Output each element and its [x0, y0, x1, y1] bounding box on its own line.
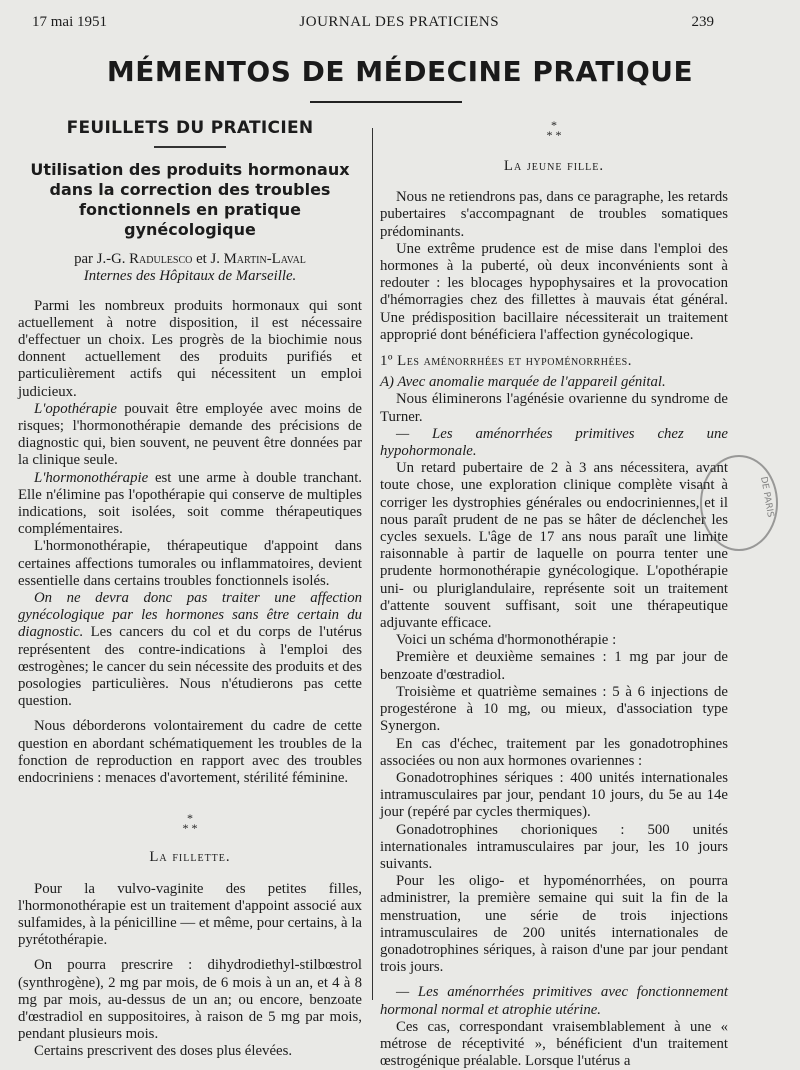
paragraph	[18, 401, 362, 470]
paragraph: L'hormonothérapie, thérapeutique d'appoint dans certaines affections tumorales ou inflammatoires, devient essentielle dans certains troubles fonctionnels isolés.	[18, 538, 362, 589]
paragraph: En cas d'échec, traitement par les gonadotrophines associées ou non aux hormones ovariennes :	[380, 735, 728, 769]
emphasis: On ne devra donc pas traiter une affection gynécologique par les hormones sans être certain du diagnostic.	[18, 590, 362, 641]
asterisk-top: *	[187, 811, 193, 826]
paragraph: Certains prescrivent des doses plus élevées.	[34, 1043, 293, 1060]
article-title: Utilisation des produits hormonaux dans la correction des troubles fonctionnels en pratique gynécologique	[30, 160, 350, 240]
subsection-heading: 1º Les aménorrhées et hypoménorrhées.	[380, 353, 632, 370]
subsection-title: A) Avec anomalie marquée de l'appareil génital.	[380, 374, 666, 391]
author-radulesco: J.-G. Radulesco	[96, 251, 193, 268]
asterisk-bottom: * *	[546, 128, 562, 142]
section-heading: La fillette.	[149, 849, 231, 866]
emphasis: L'hormonothérapie	[34, 469, 149, 486]
paragraph	[18, 590, 362, 710]
paragraph-text: est une arme à double tranchant. Elle n'élimine pas l'opothérapie qui conserve de multiples indications, soit isolées, soit comme thérapeutiques complémentaires.	[18, 469, 362, 538]
paragraph-text: Les cancers du col et du corps de l'utérus représentent des contre-indications à l'emploi des œstrogènes; le cancer du sein nécessite des produits et des posologies particulières. Nous n'étudierons pas cette question.	[18, 624, 362, 710]
paragraph	[18, 470, 362, 539]
left-column	[18, 118, 362, 1061]
paragraph: Nous déborderons volontairement du cadre de cette question en abordant schématiquement les troubles de la fonction de reproduction en rapport avec des troubles endocriniens : menaces d'avortement, stérilité féminine.	[18, 718, 362, 787]
section-asterisks	[18, 811, 362, 836]
paragraph: On pourra prescrire : dihydrodiethyl-stilbœstrol (synthrogène), 2 mg par mois, de 6 mois à un an, et 4 à 8 mg par mois, au-dessus de un an; ou encore, benzoate d'œstradiol en suppositoires, à raison de 5 mg par mois, pendant plusieurs mois.	[18, 957, 362, 1043]
paragraph: Nous ne retiendrons pas, dans ce paragraphe, les retards pubertaires s'accompagnant de troubles somatiques prédominants.	[380, 189, 728, 240]
paragraph: Nous éliminerons l'agénésie ovarienne du syndrome de Turner.	[380, 391, 728, 425]
paragraph: Pour les oligo- et hypoménorrhées, on pourra administrer, la première semaine qui suit la fin de la menstruation, une série de trois injections intramusculaires de 200 unités internationales de gonadotrophines sériques, à raison d'une par jour pendant trois jours.	[380, 873, 728, 976]
paragraph: Gonadotrophines sériques : 400 unités internationales intramusculaires par jour, pendant 10 jours, du 5e au 14e jour (repéré par cycles thermiques).	[380, 769, 728, 821]
paragraph: Troisième et quatrième semaines : 5 à 6 injections de progestérone à 10 mg, ou mieux, d'association type Synergon.	[380, 683, 728, 735]
authors-line	[18, 251, 362, 268]
affiliation: Internes des Hôpitaux de Marseille.	[83, 268, 297, 285]
running-head	[32, 14, 714, 31]
paragraph: Première et deuxième semaines : 1 mg par jour de benzoate d'œstradiol.	[380, 649, 728, 683]
paragraph-text: pouvait être employée avec moins de risques; l'hormonothérapie demande des précisions de diagnostic qui, bien souvent, ne peuvent être données par la clinique seule.	[18, 400, 362, 469]
paragraph: Ces cas, correspondant vraisemblablement à une « métrose de réceptivité », bénéficient d'un traitement œstrogénique préalable. Lorsque l'utérus a	[380, 1018, 728, 1070]
right-column	[380, 120, 728, 1070]
section-asterisks	[380, 120, 728, 140]
stamp-lettering: DE PARIS	[758, 475, 776, 519]
rubric-rule	[154, 146, 226, 148]
rubric-heading: FEUILLETS DU PRATICIEN	[66, 118, 314, 138]
author-martin-laval: J. Martin-Laval	[210, 251, 306, 268]
subsection-title: — Les aménorrhées primitives avec fonctionnement hormonal normal et atrophie utérine.	[380, 984, 728, 1018]
column-divider	[372, 128, 373, 1000]
paragraph: Pour la vulvo-vaginite des petites filles, l'hormonothérapie est un traitement d'appoint associé aux sulfamides, à la pénicilline — et même, pour certains, à la pyrétothérapie.	[18, 880, 362, 949]
page-number: 239	[691, 14, 714, 30]
asterisk-bottom: * *	[182, 821, 198, 836]
asterisk-top: *	[551, 118, 557, 132]
authors-and: et	[196, 251, 207, 268]
section-heading: La jeune fille.	[503, 158, 605, 174]
authors-by: par	[74, 251, 93, 268]
emphasis: L'opothérapie	[34, 400, 117, 417]
paragraph: Une extrême prudence est de mise dans l'emploi des hormones à la puberté, où deux inconvénients sont à redouter : les blocages hypophysaires et la provocation d'hémorragies chez des fillettes à mauvais état général. Une prédisposition bacillaire nécessiterait un traitement approprié dont bénéficiera l'affection gynécologique.	[380, 240, 728, 343]
masthead-rule	[310, 101, 462, 103]
paragraph: Voici un schéma d'hormonothérapie :	[396, 632, 617, 649]
masthead: MÉMENTOS DE MÉDECINE PRATIQUE	[106, 55, 694, 88]
paragraph: Un retard pubertaire de 2 à 3 ans nécessitera, avant toute chose, une exploration clinique complète visant à corriger les dystrophies générales ou endocriniennes, et il nous paraît prudent de ne pas se hâter de déclencher les cycles sexuels. L'âge de 17 ans nous paraît une limite raisonnable à partir de laquelle on pourra tenter une prudente hormonothérapie gynécologique. L'opothérapie uni- ou pluriglandulaire, représente soit un traitement d'attente souvent suffisant, soit une thérapeutique adjuvante efficace.	[380, 460, 728, 632]
paragraph: Parmi les nombreux produits hormonaux qui sont actuellement à notre disposition, il est nécessaire d'effectuer un choix. Les progrès de la biochimie nous donnent actuellement des produits purifiés et particulièrement actifs qui nécessitent un emploi judicieux.	[18, 297, 362, 400]
issue-date: 17 mai 1951	[32, 14, 107, 30]
journal-title: JOURNAL DES PRATICIENS	[299, 14, 500, 30]
paragraph: Gonadotrophines chorioniques : 500 unités internationales intramusculaires par jour, les 10 jours suivants.	[380, 821, 728, 872]
subsection-title: — Les aménorrhées primitives chez une hypohormonale.	[380, 425, 728, 460]
